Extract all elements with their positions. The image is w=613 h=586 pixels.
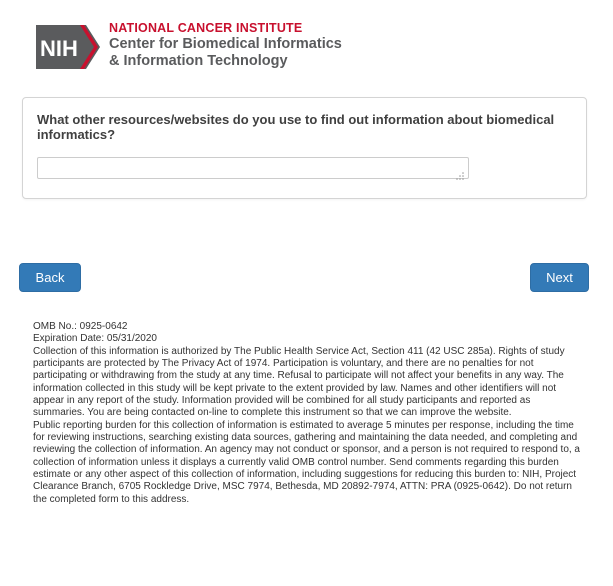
institute-name: NATIONAL CANCER INSTITUTE bbox=[109, 21, 303, 35]
omb-number: OMB No.: 0925-0642 bbox=[33, 321, 128, 332]
next-button[interactable]: Next bbox=[530, 263, 589, 292]
back-button[interactable]: Back bbox=[19, 263, 81, 292]
org-name-block bbox=[109, 21, 342, 70]
answer-textarea[interactable] bbox=[37, 157, 469, 179]
center-name-line1: Center for Biomedical Informatics bbox=[109, 36, 342, 52]
resize-grip-icon[interactable] bbox=[455, 168, 465, 178]
question-label: What other resources/websites do you use to find out information about biomedical informatics? bbox=[37, 112, 555, 142]
expiration-date: Expiration Date: 05/31/2020 bbox=[33, 333, 157, 345]
nih-logo-text: NIH bbox=[40, 36, 78, 61]
collection-notice: Collection of this information is authorized by The Public Health Service Act, Section 411 (42 USC 285a). Rights of study participants are protected by The Privacy Act of 1974. Participation is voluntary, and there are no penalties for not participating or withdrawing from the study at any time. Refusal to participate will not affect your benefits in any way. The information collected in this study will be kept private to the extent provided by law. Names and other identifiers will not appear in any report of the study. Information provided will be combined for all study participants and reported as summaries. You are being contacted on-line to complete this instrument so that we can improve the website. bbox=[33, 345, 565, 419]
question-panel bbox=[22, 97, 587, 199]
nih-logo-badge bbox=[36, 25, 100, 69]
nci-cbiit-logo bbox=[36, 21, 376, 71]
burden-notice: Public reporting burden for this collection of information is estimated to average 5 minutes per response, including the time for reviewing instructions, searching existing data sources, gathering and maintaining the data needed, and completing and reviewing the collection of information. An agency may not conduct or sponsor, and a person is not required to respond to, a collection of information unless it displays a currently valid OMB control number. Send comments regarding this burden estimate or any other aspect of this collection of information, including suggestions for reducing this burden to: NIH, Project Clearance Branch, 6705 Rockledge Drive, MSC 7974, Bethesda, MD 20892-7974, ATTN: PRA (0925-0642). Do not return the completed form to this address. bbox=[33, 419, 580, 505]
center-name-line2: & Information Technology bbox=[109, 53, 288, 69]
omb-disclosure bbox=[33, 321, 581, 506]
